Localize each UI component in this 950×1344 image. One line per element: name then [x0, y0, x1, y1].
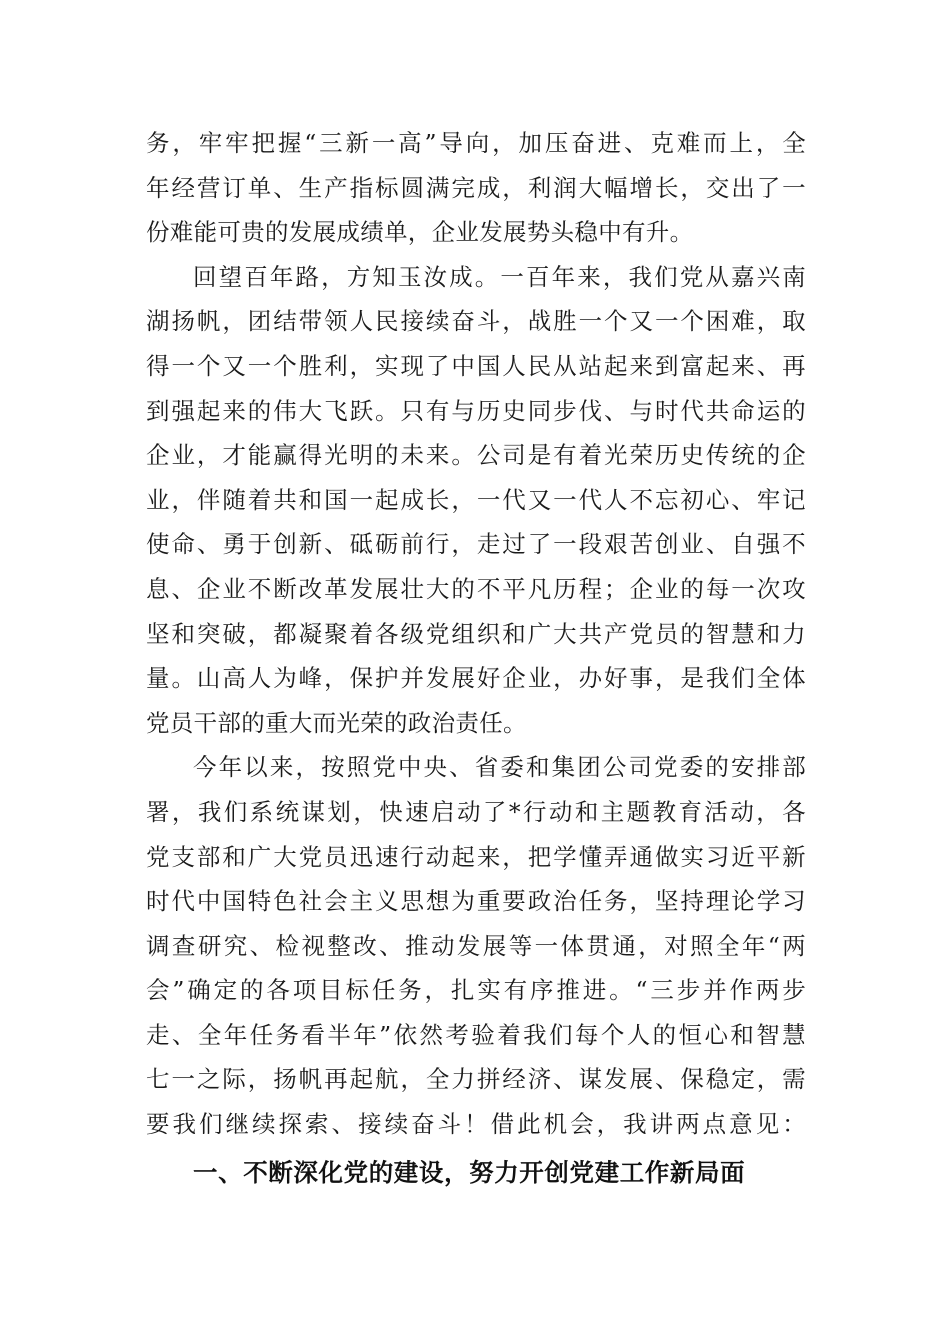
text-line: 会”确定的各项目标任务，扎实有序推进。“三步并作两步 [146, 976, 806, 1005]
text-line: 今年以来，按照党中央、省委和集团公司党委的安排部 [193, 753, 806, 782]
text-line: 回望百年路，方知玉汝成。一百年来，我们党从嘉兴南 [193, 262, 806, 291]
text-line: 息、企业不断改革发展壮大的不平凡历程；企业的每一次攻 [146, 574, 806, 603]
text-line: 企业，才能赢得光明的未来。公司是有着光荣历史传统的企 [146, 441, 806, 470]
text-line: 党支部和广大党员迅速行动起来，把学懂弄通做实习近平新 [146, 842, 806, 871]
text-line: 得一个又一个胜利，实现了中国人民从站起来到富起来、再 [146, 351, 806, 380]
text-line: 年经营订单、生产指标圆满完成，利润大幅增长，交出了一 [146, 173, 806, 202]
text-line: 走、全年任务看半年”依然考验着我们每个人的恒心和智慧 [146, 1020, 806, 1049]
text-line: 务，牢牢把握“三新一高”导向，加压奋进、克难而上，全 [146, 129, 806, 157]
text-line: 业，伴随着共和国一起成长，一代又一代人不忘初心、牢记 [146, 485, 806, 514]
document-page [146, 121, 806, 1196]
paragraph-this-year [146, 745, 806, 1146]
text-line: 要我们继续探索、接续奋斗！借此机会，我讲两点意见： [146, 1110, 806, 1139]
text-line: 份难能可贵的发展成绩单，企业发展势头稳中有升。 [146, 218, 694, 247]
text-line: 坚和突破，都凝聚着各级党组织和广大共产党员的智慧和力 [146, 619, 806, 648]
paragraph-continuation [146, 121, 806, 255]
text-line: 七一之际，扬帆再起航，全力拼经济、谋发展、保稳定，需 [146, 1065, 806, 1094]
section-heading: 一、不断深化党的建设，努力开创党建工作新局面 [193, 1157, 746, 1187]
text-line: 湖扬帆，团结带领人民接续奋斗，战胜一个又一个困难，取 [146, 307, 806, 336]
text-line: 党员干部的重大而光荣的政治责任。 [146, 708, 527, 737]
text-line: 调查研究、检视整改、推动发展等一体贯通，对照全年“两 [146, 931, 806, 960]
text-line: 到强起来的伟大飞跃。只有与历史同步伐、与时代共命运的 [146, 396, 806, 425]
text-line: 时代中国特色社会主义思想为重要政治任务，坚持理论学习 [146, 887, 806, 916]
text-line: 署，我们系统谋划，快速启动了*行动和主题教育活动，各 [146, 797, 806, 826]
paragraph-history [146, 255, 806, 746]
text-line: 使命、勇于创新、砥砺前行，走过了一段艰苦创业、自强不 [146, 530, 806, 559]
text-line: 量。山高人为峰，保护并发展好企业，办好事，是我们全体 [146, 664, 806, 693]
